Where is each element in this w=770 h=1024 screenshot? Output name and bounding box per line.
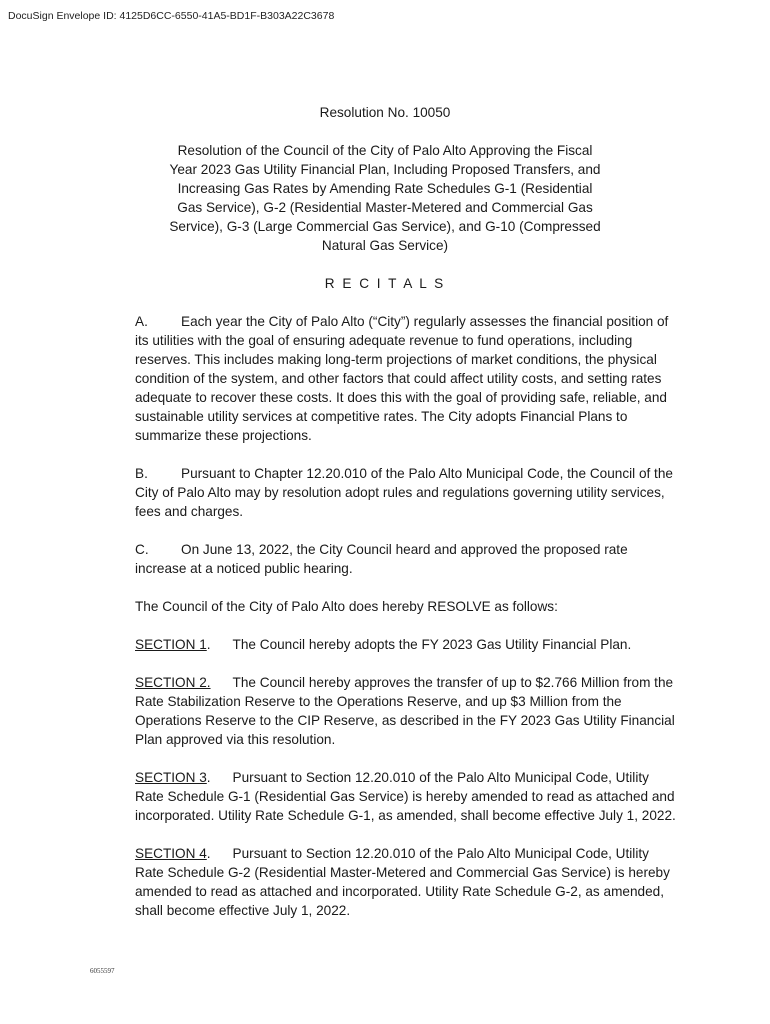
resolve-statement: The Council of the City of Palo Alto does hereby RESOLVE as follows:	[135, 599, 558, 614]
section-heading: SECTION 3	[135, 770, 207, 785]
recital-label: C.	[135, 542, 149, 557]
section-punct: .	[206, 770, 211, 785]
section-4	[90, 844, 680, 920]
recital-b	[90, 464, 680, 521]
recital-a	[90, 312, 680, 445]
section-heading: SECTION 1	[135, 637, 207, 652]
recital-c	[90, 540, 680, 578]
section-1	[90, 635, 680, 654]
recital-text: Pursuant to Chapter 12.20.010 of the Palo Alto Municipal Code, the Council of the City of Palo Alto may by resolution adopt rules and regulations governing utility services, fees and charges.	[135, 466, 673, 519]
recitals-heading: R E C I T A L S	[324, 276, 446, 291]
recital-label: A.	[135, 314, 148, 329]
recital-label: B.	[135, 466, 148, 481]
section-heading: SECTION 2.	[135, 675, 211, 690]
recital-text: Each year the City of Palo Alto (“City”) regularly assesses the financial position of its utilities with the goal of ensuring adequate revenue to fund operations, including reserves. This includes making long-term projections of market conditions, the physical condition of the system, and other factors that could affect utility costs, and setting rates adequate to recover these costs. It does this with the goal of providing safe, reliable, and sustainable utility services at competitive rates. The City adopts Financial Plans to summarize these projections.	[135, 314, 669, 443]
section-2	[90, 673, 680, 749]
section-text: Pursuant to Section 12.20.010 of the Palo Alto Municipal Code, Utility Rate Schedule G-1 (Residential Gas Service) is hereby amended to read as attached and incorporated. Utility Rate Schedule G-1, as amended, shall become effective July 1, 2022.	[135, 770, 676, 823]
footer-document-id: 6055597	[90, 967, 115, 975]
section-heading: SECTION 4	[135, 846, 207, 861]
document-body	[90, 103, 680, 939]
section-punct: .	[206, 846, 211, 861]
resolution-title: Resolution of the Council of the City of Palo Alto Approving the Fiscal Year 2023 Gas Utility Financial Plan, Including Proposed Transfers, and Increasing Gas Rates by Amending Rate Schedules G-1 (Residential Gas Service), G-2 (Residential Master-Metered and Commercial Gas Service), G-3 (Large Commercial Gas Service), and G-10 (Compressed Natural Gas Service)	[169, 143, 601, 253]
section-text: The Council hereby adopts the FY 2023 Gas Utility Financial Plan.	[232, 637, 632, 652]
recital-text: On June 13, 2022, the City Council heard and approved the proposed rate increase at a noticed public hearing.	[135, 542, 628, 576]
section-text: Pursuant to Section 12.20.010 of the Palo Alto Municipal Code, Utility Rate Schedule G-2 (Residential Master-Metered and Commercial Gas Service) is hereby amended to read as attached and incorporated. Utility Rate Schedule G-2, as amended, shall become effective July 1, 2022.	[135, 846, 670, 918]
resolution-number: Resolution No. 10050	[319, 105, 451, 120]
section-punct: .	[206, 637, 211, 652]
section-text: The Council hereby approves the transfer of up to $2.766 Million from the Rate Stabilization Reserve to the Operations Reserve, and up $3 Million from the Operations Reserve to the CIP Reserve, as described in the FY 2023 Gas Utility Financial Plan approved via this resolution.	[135, 675, 675, 747]
section-3	[90, 768, 680, 825]
docusign-envelope-id: DocuSign Envelope ID: 4125D6CC-6550-41A5-BD1F-B303A22C3678	[8, 10, 335, 22]
